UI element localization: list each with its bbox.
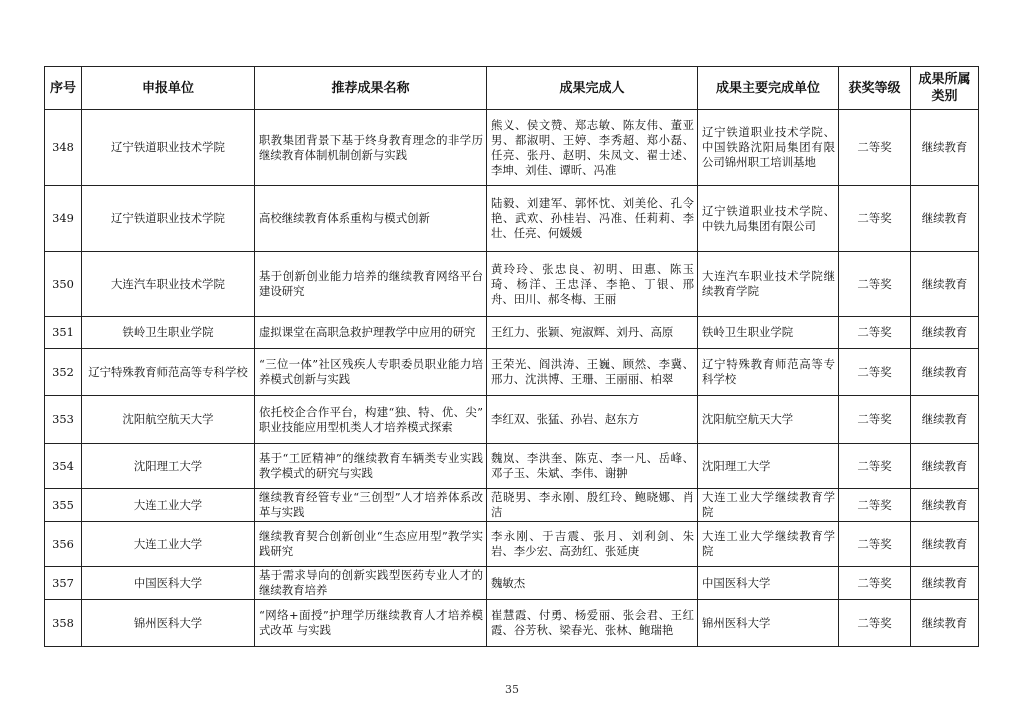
applicant-unit: 锦州医科大学 [82, 600, 255, 647]
header-row [45, 67, 979, 110]
header-level: 获奖等级 [839, 67, 911, 110]
header-category: 成果所属类别 [911, 67, 979, 110]
row-number: 354 [45, 444, 82, 489]
row-number: 355 [45, 489, 82, 522]
completers: 王荣光、阎洪涛、王巍、顾然、李冀、邢力、沈洪博、王珊、王丽丽、柏翠 [487, 349, 698, 396]
applicant-unit: 大连汽车职业技术学院 [82, 252, 255, 317]
achievement-category: 继续教育 [911, 349, 979, 396]
achievement-title: “网络+面授”护理学历继续教育人才培养模式改革 与实践 [255, 600, 487, 647]
table-row [45, 396, 979, 444]
table-row [45, 186, 979, 252]
applicant-unit: 辽宁特殊教育师范高等专科学校 [82, 349, 255, 396]
applicant-unit: 中国医科大学 [82, 567, 255, 600]
awards-table [44, 66, 979, 647]
award-level: 二等奖 [839, 186, 911, 252]
award-level: 二等奖 [839, 567, 911, 600]
applicant-unit: 辽宁铁道职业技术学院 [82, 110, 255, 186]
award-level: 二等奖 [839, 110, 911, 186]
achievement-category: 继续教育 [911, 522, 979, 567]
achievement-title: 继续教育契合创新创业“生态应用型”教学实践研究 [255, 522, 487, 567]
row-number: 356 [45, 522, 82, 567]
award-level: 二等奖 [839, 600, 911, 647]
main-completing-unit: 辽宁特殊教育师范高等专科学校 [698, 349, 839, 396]
completers: 黄玲玲、张忠良、初明、田惠、陈玉琦、杨洋、王忠泽、李艳、丁银、邢舟、田川、郝冬梅、王丽 [487, 252, 698, 317]
award-level: 二等奖 [839, 522, 911, 567]
achievement-category: 继续教育 [911, 489, 979, 522]
table-row [45, 317, 979, 349]
applicant-unit: 大连工业大学 [82, 522, 255, 567]
completers: 范晓男、李永刚、殷红玲、鲍晓娜、肖洁 [487, 489, 698, 522]
main-completing-unit: 中国医科大学 [698, 567, 839, 600]
main-completing-unit: 沈阳理工大学 [698, 444, 839, 489]
completers: 魏敏杰 [487, 567, 698, 600]
main-completing-unit: 大连工业大学继续教育学院 [698, 522, 839, 567]
main-completing-unit: 沈阳航空航天大学 [698, 396, 839, 444]
main-completing-unit: 铁岭卫生职业学院 [698, 317, 839, 349]
header-main-unit: 成果主要完成单位 [698, 67, 839, 110]
completers: 李永刚、于吉震、张月、刘利剑、朱岩、李少宏、高劲红、张延庚 [487, 522, 698, 567]
completers: 陆毅、刘建军、郭怀忱、刘美伦、孔令艳、武欢、孙桂岩、冯准、任莉莉、李壮、任亮、何媛媛 [487, 186, 698, 252]
award-level: 二等奖 [839, 489, 911, 522]
award-level: 二等奖 [839, 252, 911, 317]
table-row [45, 489, 979, 522]
achievement-category: 继续教育 [911, 186, 979, 252]
completers: 王红力、张颖、宛淑辉、刘丹、高原 [487, 317, 698, 349]
row-number: 349 [45, 186, 82, 252]
achievement-title: 基于创新创业能力培养的继续教育网络平台建设研究 [255, 252, 487, 317]
achievement-title: 基于“工匠精神”的继续教育车辆类专业实践教学模式的研究与实践 [255, 444, 487, 489]
award-level: 二等奖 [839, 317, 911, 349]
header-no: 序号 [45, 67, 82, 110]
header-people: 成果完成人 [487, 67, 698, 110]
applicant-unit: 沈阳理工大学 [82, 444, 255, 489]
achievement-title: 虚拟课堂在高职急救护理教学中应用的研究 [255, 317, 487, 349]
achievement-category: 继续教育 [911, 252, 979, 317]
achievement-category: 继续教育 [911, 600, 979, 647]
achievement-title: 继续教育经管专业“三创型”人才培养体系改革与实践 [255, 489, 487, 522]
completers: 熊义、侯文赞、郑志敏、陈友伟、董亚男、都淑明、王婷、李秀超、郑小磊、任亮、张丹、赵明、朱凤文、翟士述、李坤、刘佳、谭昕、冯准 [487, 110, 698, 186]
applicant-unit: 辽宁铁道职业技术学院 [82, 186, 255, 252]
table-row [45, 349, 979, 396]
achievement-title: “三位一体”社区残疾人专职委员职业能力培养模式创新与实践 [255, 349, 487, 396]
row-number: 351 [45, 317, 82, 349]
achievement-category: 继续教育 [911, 567, 979, 600]
completers: 李红双、张猛、孙岩、赵东方 [487, 396, 698, 444]
table-row [45, 567, 979, 600]
main-completing-unit: 锦州医科大学 [698, 600, 839, 647]
achievement-title: 依托校企合作平台，构建“独、特、优、尖” 职业技能应用型机类人才培养模式探索 [255, 396, 487, 444]
row-number: 358 [45, 600, 82, 647]
completers: 魏岚、李洪奎、陈克、李一凡、岳峰、邓子玉、朱斌、李伟、谢翀 [487, 444, 698, 489]
row-number: 348 [45, 110, 82, 186]
main-completing-unit: 大连工业大学继续教育学院 [698, 489, 839, 522]
row-number: 353 [45, 396, 82, 444]
award-level: 二等奖 [839, 444, 911, 489]
table-row [45, 600, 979, 647]
award-level: 二等奖 [839, 396, 911, 444]
achievement-title: 高校继续教育体系重构与模式创新 [255, 186, 487, 252]
applicant-unit: 沈阳航空航天大学 [82, 396, 255, 444]
achievement-category: 继续教育 [911, 396, 979, 444]
achievement-title: 职教集团背景下基于终身教育理念的非学历继续教育体制机制创新与实践 [255, 110, 487, 186]
achievement-title: 基于需求导向的创新实践型医药专业人才的继续教育培养 [255, 567, 487, 600]
achievement-category: 继续教育 [911, 317, 979, 349]
row-number: 350 [45, 252, 82, 317]
main-completing-unit: 辽宁铁道职业技术学院、中国铁路沈阳局集团有限公司锦州职工培训基地 [698, 110, 839, 186]
completers: 崔慧霞、付勇、杨爱丽、张会君、王红霞、谷芳秋、梁春光、张林、鲍瑞艳 [487, 600, 698, 647]
main-completing-unit: 辽宁铁道职业技术学院、中铁九局集团有限公司 [698, 186, 839, 252]
table-row [45, 522, 979, 567]
achievement-category: 继续教育 [911, 444, 979, 489]
main-completing-unit: 大连汽车职业技术学院继续教育学院 [698, 252, 839, 317]
applicant-unit: 大连工业大学 [82, 489, 255, 522]
achievement-category: 继续教育 [911, 110, 979, 186]
header-title: 推荐成果名称 [255, 67, 487, 110]
applicant-unit: 铁岭卫生职业学院 [82, 317, 255, 349]
row-number: 357 [45, 567, 82, 600]
table-row [45, 252, 979, 317]
header-unit: 申报单位 [82, 67, 255, 110]
row-number: 352 [45, 349, 82, 396]
table-row [45, 444, 979, 489]
award-level: 二等奖 [839, 349, 911, 396]
page-number: 35 [505, 683, 519, 696]
table-row [45, 110, 979, 186]
